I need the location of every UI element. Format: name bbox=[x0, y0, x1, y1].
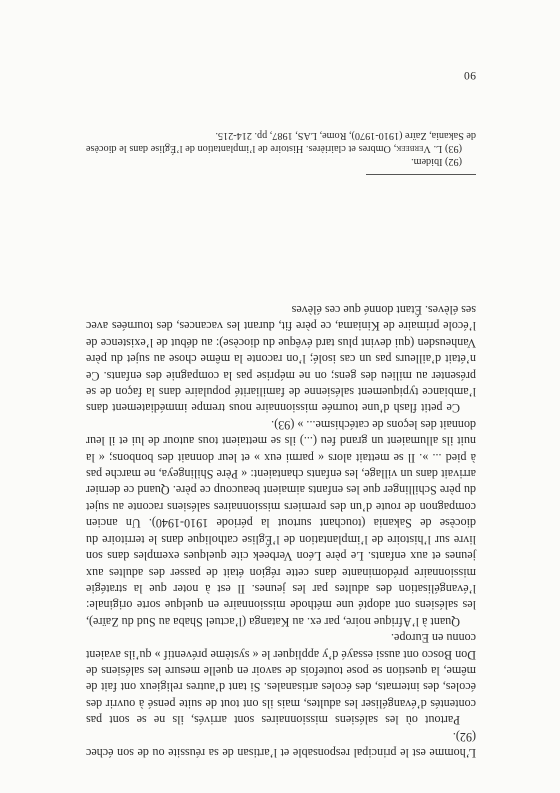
footnote-92: (92) Ibidem. bbox=[411, 156, 462, 167]
page-number: 90 bbox=[463, 69, 476, 81]
footnote-93-number: (93) L. bbox=[433, 143, 462, 154]
paragraph-4: Ce petit flash d’une tournée missionnaire nous trempe immédiatement dans l’ambiance typiquement salésienne de familiarité populaire dans la façon de se présenter au milieu des gens; on ne méprise pas la compagnie des enfants. Ce n’était d’ailleurs pas un cas isolé; l’on raconte la même chose au sujet du père Vanheusden (qui devint plus tard évêque du diocèse): au début de l’existence de l’école primaire de Kiniama, ce père fit, durant les vacances, des tournées avec ses élèves. Étant donné que ces élèves bbox=[86, 303, 476, 416]
paragraph-3: Quant à l’Afrique noire, par ex. au Katanga (l’actuel Shaba au Sud du Zaïre), les salésiens ont adopté une méthode missionnaire en quelque sorte originale: l’évangélisation des adultes par les jeunes. Il est à noter que la stratégie missionnaire prédominante dans cette région était de passer des adultes aux jeunes et aux enfants. Le père Léon Verbeek cite quelques exemples dans son livre sur l’histoire de l’implantation de l’Église catholique dans le territoire du diocèse de Sakania (touchant surtout la période 1910-1940). Un ancien compagnon de route d’un des premiers missionnaires salésiens raconte au sujet du père Schillinger que les enfants aimaient beaucoup ce père. Quand ce dernier arrivait dans un village, les enfants chantaient: « Père Shilingeya, ne marche pas à pied ... ». Il se mettait alors « parmi eux » et leur donnait des bonbons; « la nuit ils allumaient un grand feu (...) ils se mettaient tous autour de lui et il leur donnait des leçons de catéchisme... » (93). bbox=[86, 417, 476, 629]
paragraph-2: Partout où les salésiens missionnaires sont arrivés, ils ne se sont pas contentés d’évangéliser les adultes, mais ils ont tout de suite pensé à ouvrir des écoles, des internats, des écoles artisanales. Si tant d’autres religieux ont fait de même, la question se pose toutefois de savoir en quelle mesure les salésiens de Don Bosco ont aussi essayé d’y appliquer le « système préventif » qu’ils avaient connu en Europe. bbox=[86, 631, 476, 728]
footnotes bbox=[86, 129, 476, 168]
footnote-93 bbox=[86, 129, 476, 155]
footnote-93-author: Verbeek bbox=[396, 143, 431, 154]
footnote-93-reference: , Ombres et clairières. Histoire de l’implantation de l’Église dans le diocèse de Sakania, Zaïre (1910-1970), Rome, LAS, 1987, pp. 214-215. bbox=[85, 130, 476, 154]
footnote-separator bbox=[366, 174, 476, 175]
main-text bbox=[86, 302, 476, 761]
paragraph-1: L’homme est le principal responsable et l’artisan de sa réussite ou de son échec (92). bbox=[86, 729, 476, 760]
